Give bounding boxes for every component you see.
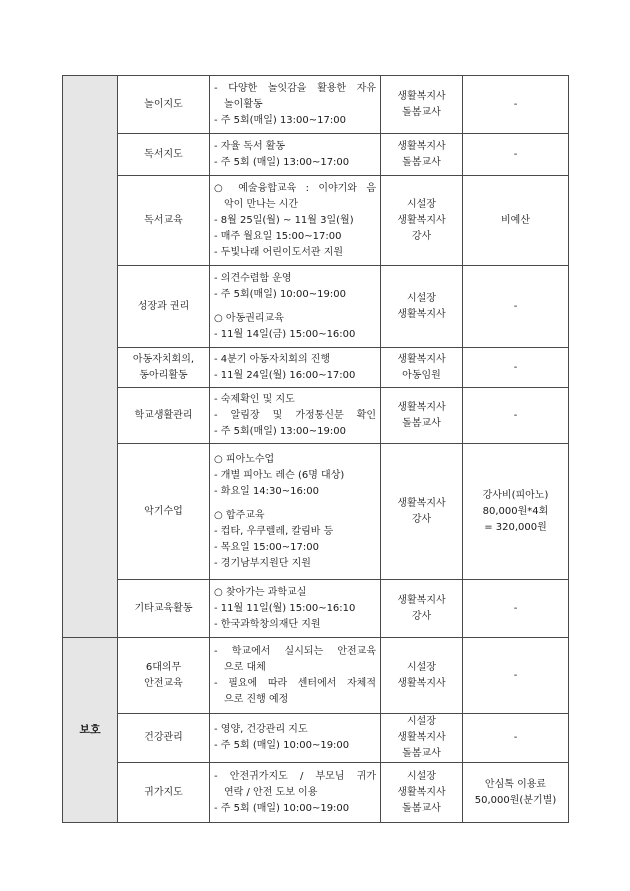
budget-cell: 안심톡 이용료 50,000원(분기별) <box>463 763 569 823</box>
details-cell: ○ 예술융합교육 : 이야기와 음 악이 만나는 시간 - 8월 25일(월) ~ 11월 3일(월) - 매주 월요일 15:00~17:00 - 두빛나래 어린이도서관 지원 <box>210 176 381 266</box>
table-row <box>63 444 569 580</box>
program-cell: 귀가지도 <box>118 763 210 823</box>
program-cell: 기타교육활동 <box>118 580 210 638</box>
budget-cell: - <box>463 580 569 638</box>
table-row <box>63 134 569 176</box>
staff-cell: 생활복지사 아동임원 <box>381 348 463 388</box>
staff-cell: 시설장 생활복지사 돌봄교사 <box>381 714 463 763</box>
table-row <box>63 266 569 348</box>
details-cell: - 자율 독서 활동 - 주 5회 (매일) 13:00~17:00 <box>210 134 381 176</box>
table-row <box>63 388 569 444</box>
staff-cell: 시설장 생활복지사 <box>381 638 463 714</box>
program-cell: 성장과 권리 <box>118 266 210 348</box>
table-row <box>63 580 569 638</box>
program-cell: 독서교육 <box>118 176 210 266</box>
table-row <box>63 763 569 823</box>
budget-cell: - <box>463 76 569 134</box>
details-cell: - 안전귀가지도 / 부모님 귀가 연락 / 안전 도보 이용 - 주 5회 (매일) 10:00~19:00 <box>210 763 381 823</box>
details-cell: - 다양한 놀잇감을 활용한 자유 놀이활동 - 주 5회(매일) 13:00~17:00 <box>210 76 381 134</box>
staff-cell: 생활복지사 돌봄교사 <box>381 76 463 134</box>
program-cell: 학교생활관리 <box>118 388 210 444</box>
program-cell: 독서지도 <box>118 134 210 176</box>
table-row <box>63 638 569 714</box>
table-row <box>63 348 569 388</box>
staff-cell: 시설장 생활복지사 <box>381 266 463 348</box>
table-row <box>63 176 569 266</box>
details-cell: - 의견수렴함 운영 - 주 5회(매일) 10:00~19:00 ○ 아동권리교육 - 11월 14일(금) 15:00~16:00 <box>210 266 381 348</box>
program-cell: 아동자치회의, 동아리활동 <box>118 348 210 388</box>
staff-cell: 시설장 생활복지사 강사 <box>381 176 463 266</box>
budget-cell: 비예산 <box>463 176 569 266</box>
details-cell: - 숙제확인 및 지도 - 알림장 및 가정통신문 확인 - 주 5회(매일) 13:00~19:00 <box>210 388 381 444</box>
details-cell: - 학교에서 실시되는 안전교육 으로 대체 - 필요에 따라 센터에서 자체적 으로 진행 예정 <box>210 638 381 714</box>
budget-cell: - <box>463 388 569 444</box>
staff-cell: 시설장 생활복지사 돌봄교사 <box>381 763 463 823</box>
budget-cell: - <box>463 134 569 176</box>
staff-cell: 생활복지사 돌봄교사 <box>381 388 463 444</box>
details-cell: ○ 피아노수업 - 개별 피아노 레슨 (6명 대상) - 화요일 14:30~16:00 ○ 합주교육 - 컵타, 우쿠렐레, 칼림바 등 - 목요일 15:00~17:00 - 경기남부지원단 지원 <box>210 444 381 580</box>
program-cell: 6대의무 안전교육 <box>118 638 210 714</box>
staff-cell: 생활복지사 강사 <box>381 444 463 580</box>
program-cell: 놀이지도 <box>118 76 210 134</box>
category-cell: 보호 <box>63 638 118 823</box>
table-row <box>63 714 569 763</box>
table-row <box>63 76 569 134</box>
program-cell: 건강관리 <box>118 714 210 763</box>
details-cell: ○ 찾아가는 과학교실 - 11월 11일(월) 15:00~16:10 - 한국과학창의재단 지원 <box>210 580 381 638</box>
staff-cell: 생활복지사 강사 <box>381 580 463 638</box>
category-cell <box>63 76 118 638</box>
details-cell: - 4분기 아동자치회의 진행 - 11월 24일(월) 16:00~17:00 <box>210 348 381 388</box>
budget-cell: - <box>463 266 569 348</box>
budget-cell: - <box>463 638 569 714</box>
program-table <box>62 75 569 823</box>
staff-cell: 생활복지사 돌봄교사 <box>381 134 463 176</box>
budget-cell: - <box>463 348 569 388</box>
program-cell: 악기수업 <box>118 444 210 580</box>
details-cell: - 영양, 건강관리 지도 - 주 5회 (매일) 10:00~19:00 <box>210 714 381 763</box>
budget-cell: 강사비(피아노) 80,000원*4회 = 320,000원 <box>463 444 569 580</box>
budget-cell: - <box>463 714 569 763</box>
